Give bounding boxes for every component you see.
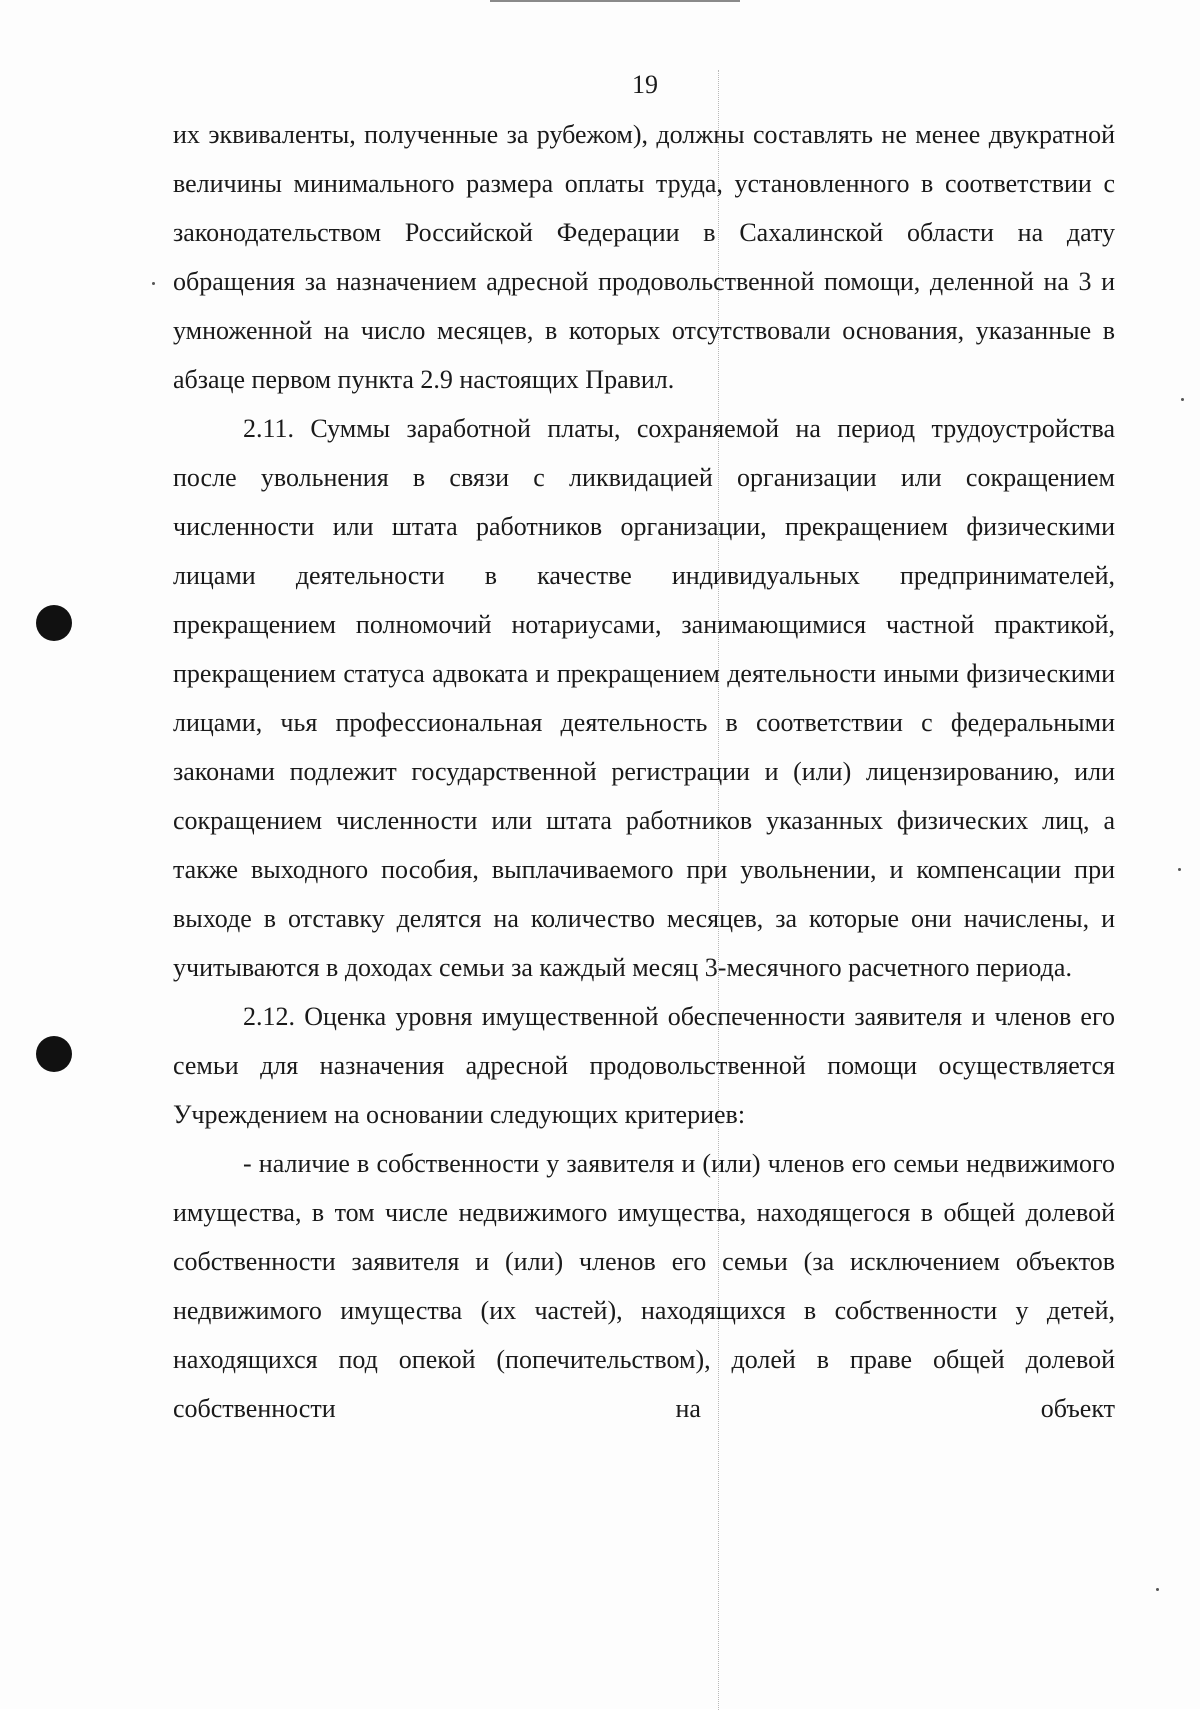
binder-hole [36, 605, 72, 641]
scan-speck [1181, 398, 1184, 401]
paragraph-criteria-item: - наличие в собственности у заявителя и (или) членов его семьи недвижимого имущества, в том числе недвижимого имущества, находящегося в общей долевой собственности заявителя и (или) членов его семьи (за исключением объектов недвижимого имущества (их частей), находящихся в собственности у детей, находящихся под опекой (попечительством), долей в праве общей долевой собственности на объект [173, 1149, 1115, 1423]
paragraph-2-11: 2.11. Суммы заработной платы, сохраняемой на период трудоустройства после увольнения в связи с ликвидацией организации или сокращением численности или штата работников организации, прекращением физическими лицами деятельности в качестве индивидуальных предпринимателей, прекращением полномочий нотариусами, занимающимися частной практикой, прекращением статуса адвоката и прекращением деятельности иными физическими лицами, чья профессиональная деятельность в соответствии с федеральными законами подлежит государственной регистрации и (или) лицензированию, или сокращением численности или штата работников указанных физических лиц, а также выходного пособия, выплачиваемого при увольнении, и компенсации при выходе в отставку делятся на количество месяцев, за которые они начислены, и учитываются в доходах семьи за каждый месяц 3-месячного расчетного периода. [173, 414, 1115, 982]
paragraph-2-12: 2.12. Оценка уровня имущественной обеспеченности заявителя и членов его семьи для назначения адресной продовольственной помощи осуществляется Учреждением на основании следующих критериев: [173, 1002, 1115, 1129]
binder-hole [36, 1036, 72, 1072]
scan-top-edge [490, 0, 740, 2]
page-number: 19 [632, 70, 658, 99]
scan-speck [1178, 868, 1181, 871]
scan-speck [1156, 1588, 1159, 1591]
document-body [173, 110, 1115, 1433]
paragraph-continuation: их эквиваленты, полученные за рубежом), должны составлять не менее двукратной величины минимального размера оплаты труда, установленного в соответствии с законодательством Российской Федерации в Сахалинской области на дату обращения за назначением адресной продовольственной помощи, деленной на 3 и умноженной на число месяцев, в которых отсутствовали основания, указанные в абзаце первом пункта 2.9 настоящих Правил. [173, 120, 1115, 394]
scan-speck [152, 282, 155, 285]
